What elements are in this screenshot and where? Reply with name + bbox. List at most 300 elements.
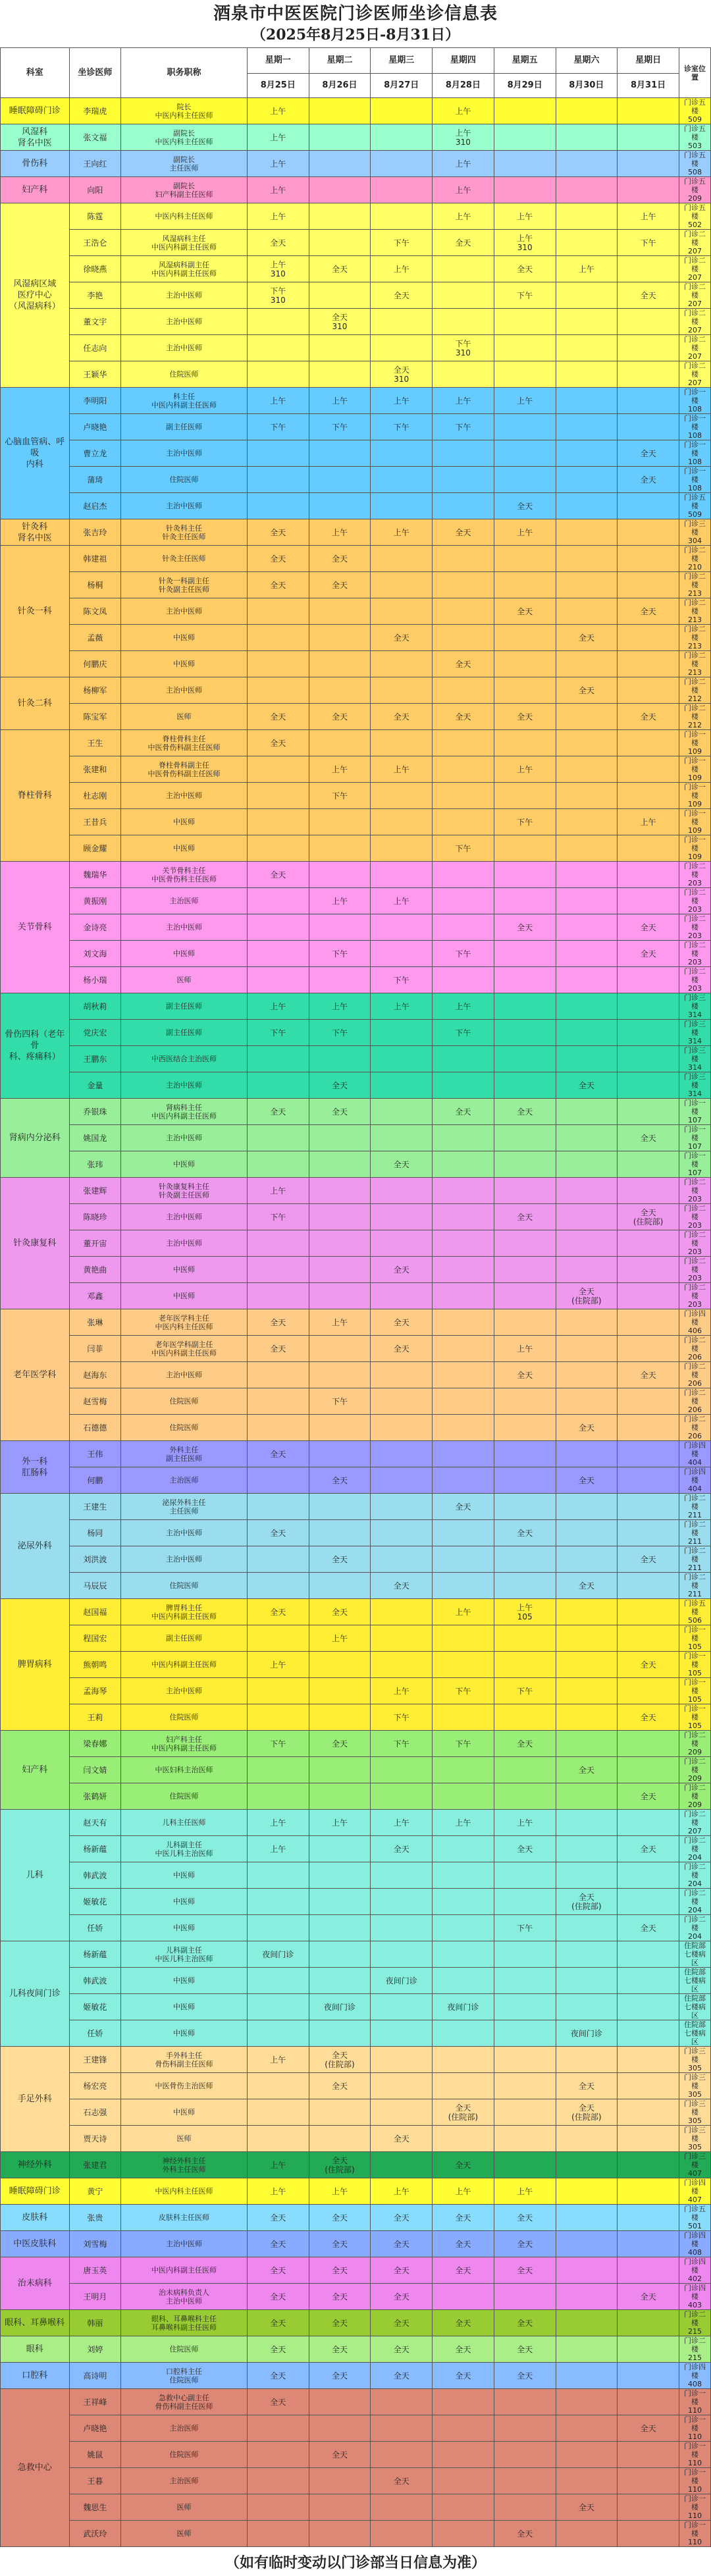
schedule-sun: [618, 177, 679, 203]
doctor-name: 孟海琴: [69, 1678, 120, 1704]
doctor-title: 中医内科主任医师: [121, 2178, 248, 2205]
schedule-sun: 全天: [618, 1652, 679, 1678]
table-row: [1, 467, 711, 493]
schedule-fri: [494, 888, 556, 914]
schedule-sun: [618, 2494, 679, 2521]
schedule-wed: [371, 2521, 433, 2547]
doctor-title: 主治中医师: [121, 493, 248, 519]
table-row: [1, 1757, 711, 1783]
schedule-sun: 全天: [618, 1125, 679, 1151]
schedule-wed: 上午: [371, 388, 433, 414]
schedule-wed: [371, 1652, 433, 1678]
schedule-tue: [309, 730, 371, 756]
schedule-sat: [556, 1652, 618, 1678]
schedule-sun: [618, 1968, 679, 1994]
doctor-title: 中医师: [121, 2020, 248, 2047]
schedule-wed: [371, 2073, 433, 2099]
column-header-day: 星期四: [433, 48, 494, 74]
schedule-wed: 夜间门诊: [371, 1968, 433, 1994]
doctor-title: 针灸科主任 针灸主任医师: [121, 519, 248, 546]
schedule-thu: [433, 1783, 494, 1810]
doctor-name: 杨小瑞: [69, 967, 120, 993]
schedule-tue: 上午: [309, 2178, 371, 2205]
schedule-sat: 全天: [556, 625, 618, 651]
schedule-wed: [371, 1125, 433, 1151]
schedule-thu: [433, 572, 494, 598]
doctor-title: 中医师: [121, 1257, 248, 1283]
doctor-title: 眼科、耳鼻喉科主任 耳鼻喉科副主任医师: [121, 2310, 248, 2336]
schedule-wed: 全天: [371, 1573, 433, 1599]
schedule-sun: 全天: [618, 2284, 679, 2310]
doctor-name: 李瑞虎: [69, 98, 120, 124]
column-header-date: 8月27日: [371, 74, 433, 98]
schedule-thu: 全天: [433, 2231, 494, 2257]
clinic-location: 门诊二楼 204: [679, 1836, 710, 1862]
schedule-fri: [494, 2073, 556, 2099]
schedule-thu: [433, 1915, 494, 1941]
schedule-sat: [556, 1862, 618, 1889]
doctor-title: 中医师: [121, 1915, 248, 1941]
schedule-wed: [371, 2442, 433, 2468]
schedule-sun: [618, 2521, 679, 2547]
clinic-location: 门诊二楼 206: [679, 1415, 710, 1441]
schedule-mon: [247, 2442, 309, 2468]
schedule-sat: 全天: [556, 1573, 618, 1599]
schedule-fri: [494, 1151, 556, 1178]
schedule-tue: 全天: [309, 2442, 371, 2468]
table-row: [1, 756, 711, 783]
schedule-sun: [618, 1257, 679, 1283]
schedule-thu: [433, 1204, 494, 1230]
table-row: [1, 677, 711, 704]
schedule-mon: 夜间门诊: [247, 1941, 309, 1968]
doctor-title: 老年医学科副主任 中医内科副主任医师: [121, 1336, 248, 1362]
clinic-location: 门诊一楼 105: [679, 1704, 710, 1731]
schedule-sat: [556, 2047, 618, 2073]
schedule-thu: [433, 756, 494, 783]
schedule-wed: [371, 651, 433, 677]
schedule-sat: [556, 967, 618, 993]
doctor-name: 党庆宏: [69, 1020, 120, 1046]
schedule-fri: [494, 1494, 556, 1520]
schedule-sat: [556, 1151, 618, 1178]
doctor-title: 主治中医师: [121, 440, 248, 467]
schedule-sat: 全天 (住院部): [556, 1283, 618, 1309]
doctor-title: 主治中医师: [121, 677, 248, 704]
clinic-location: 门诊一楼 110: [679, 2442, 710, 2468]
schedule-thu: [433, 2284, 494, 2310]
schedule-wed: [371, 1599, 433, 1625]
schedule-tue: [309, 1494, 371, 1520]
schedule-wed: [371, 835, 433, 862]
doctor-name: 杨新蕴: [69, 1836, 120, 1862]
doctor-name: 卢晓艳: [69, 414, 120, 440]
schedule-wed: 全天: [371, 2336, 433, 2363]
schedule-wed: [371, 730, 433, 756]
column-header-day: 星期二: [309, 48, 371, 74]
schedule-mon: 全天: [247, 1520, 309, 1546]
schedule-tue: 全天: [309, 1546, 371, 1573]
doctor-name: 熊朝鸣: [69, 1652, 120, 1678]
schedule-thu: [433, 1125, 494, 1151]
schedule-thu: 全天: [433, 2257, 494, 2284]
schedule-thu: 上午: [433, 1599, 494, 1625]
schedule-tue: 全天 310: [309, 309, 371, 335]
schedule-wed: [371, 1230, 433, 1257]
schedule-sun: [618, 98, 679, 124]
schedule-sun: [618, 2020, 679, 2047]
schedule-wed: [371, 2389, 433, 2415]
schedule-mon: 上午: [247, 388, 309, 414]
schedule-tue: 全天: [309, 1467, 371, 1494]
schedule-mon: 上午: [247, 1810, 309, 1836]
clinic-location: 门诊一楼 107: [679, 1151, 710, 1178]
clinic-location: 门诊二楼 207: [679, 256, 710, 282]
doctor-name: 杨新蕴: [69, 1941, 120, 1968]
schedule-fri: [494, 1652, 556, 1678]
schedule-mon: 上午: [247, 177, 309, 203]
schedule-sun: [618, 572, 679, 598]
clinic-location: 门诊二楼 207: [679, 361, 710, 388]
clinic-location: 门诊四楼 402: [679, 2257, 710, 2284]
schedule-tue: 全天: [309, 1599, 371, 1625]
doctor-title: 主治医师: [121, 2468, 248, 2494]
schedule-sat: [556, 1257, 618, 1283]
schedule-sun: 全天: [618, 1783, 679, 1810]
table-row: [1, 2231, 711, 2257]
doctor-title: 针灸一科副主任 针灸副主任医师: [121, 572, 248, 598]
doctor-title: 治未病科负责人 主治中医师: [121, 2284, 248, 2310]
schedule-wed: [371, 2099, 433, 2126]
doctor-name: 胡秋莉: [69, 993, 120, 1020]
doctor-name: 王祥峰: [69, 2389, 120, 2415]
schedule-sat: [556, 1546, 618, 1573]
doctor-name: 姚鼠: [69, 2442, 120, 2468]
doctor-title: 主治中医师: [121, 335, 248, 361]
schedule-sun: [618, 2047, 679, 2073]
schedule-fri: 上午: [494, 1336, 556, 1362]
clinic-location: 门诊三楼 407: [679, 2152, 710, 2178]
schedule-mon: 全天: [247, 2284, 309, 2310]
clinic-location: 门诊二楼 203: [679, 1204, 710, 1230]
schedule-mon: [247, 1362, 309, 1388]
schedule-wed: [371, 2415, 433, 2442]
schedule-fri: [494, 440, 556, 467]
clinic-location: 门诊四楼 408: [679, 2231, 710, 2257]
clinic-location: 门诊五楼 501: [679, 2205, 710, 2231]
schedule-thu: [433, 1362, 494, 1388]
schedule-mon: 全天: [247, 1309, 309, 1336]
schedule-sun: [618, 361, 679, 388]
schedule-wed: [371, 1072, 433, 1099]
doctor-title: 主治中医师: [121, 914, 248, 941]
schedule-fri: [494, 2047, 556, 2073]
schedule-fri: [494, 1046, 556, 1072]
schedule-wed: [371, 1889, 433, 1915]
schedule-mon: 全天: [247, 572, 309, 598]
doctor-title: 中西医结合主治医师: [121, 1046, 248, 1072]
schedule-mon: 上午: [247, 98, 309, 124]
schedule-fri: 下午: [494, 1678, 556, 1704]
schedule-thu: [433, 1178, 494, 1204]
schedule-tue: [309, 1862, 371, 1889]
schedule-sun: [618, 967, 679, 993]
schedule-mon: [247, 598, 309, 625]
doctor-title: 主治中医师: [121, 282, 248, 309]
schedule-tue: 上午: [309, 1810, 371, 1836]
schedule-mon: 下午: [247, 1020, 309, 1046]
schedule-sun: 全天: [618, 1915, 679, 1941]
doctor-name: 黄宁: [69, 2178, 120, 2205]
schedule-wed: [371, 1441, 433, 1467]
doctor-title: 医师: [121, 2521, 248, 2547]
doctor-title: 脾胃科主任 中医内科副主任医师: [121, 1599, 248, 1625]
schedule-wed: 全天: [371, 2205, 433, 2231]
schedule-sat: [556, 1336, 618, 1362]
column-header-day: 星期三: [371, 48, 433, 74]
table-row: [1, 2284, 711, 2310]
schedule-sat: [556, 1099, 618, 1125]
schedule-sun: [618, 2152, 679, 2178]
clinic-location: 门诊二楼 210: [679, 546, 710, 572]
doctor-name: 魏思生: [69, 2494, 120, 2521]
clinic-location: 门诊二楼 206: [679, 1388, 710, 1415]
doctor-name: 张建和: [69, 756, 120, 783]
clinic-location: 门诊五楼 506: [679, 1599, 710, 1625]
schedule-tue: [309, 809, 371, 835]
doctor-title: 手外科主任 骨伤科副主任医师: [121, 2047, 248, 2073]
schedule-tue: [309, 440, 371, 467]
schedule-fri: [494, 651, 556, 677]
doctor-name: 张建辉: [69, 1178, 120, 1204]
schedule-fri: [494, 1941, 556, 1968]
schedule-thu: [433, 2442, 494, 2468]
doctor-name: 何鹏庆: [69, 651, 120, 677]
schedule-tue: 全天: [309, 2363, 371, 2389]
clinic-location: 门诊二楼 207: [679, 282, 710, 309]
column-header-doctor: 坐诊医师: [69, 48, 120, 98]
table-row: [1, 2152, 711, 2178]
schedule-mon: [247, 1678, 309, 1704]
clinic-location: 门诊三楼 314: [679, 993, 710, 1020]
schedule-wed: [371, 1494, 433, 1520]
doctor-name: 闫菲: [69, 1336, 120, 1362]
schedule-thu: 上午: [433, 388, 494, 414]
clinic-location: 住院部七楼病 区: [679, 2020, 710, 2047]
schedule-thu: [433, 1230, 494, 1257]
schedule-sat: [556, 230, 618, 256]
schedule-tue: 下午: [309, 1020, 371, 1046]
schedule-mon: 上午: [247, 2047, 309, 2073]
schedule-tue: 上午: [309, 1625, 371, 1652]
table-row: [1, 2047, 711, 2073]
schedule-fri: 上午: [494, 1810, 556, 1836]
schedule-tue: [309, 98, 371, 124]
table-row: [1, 1415, 711, 1441]
column-header-date: 8月28日: [433, 74, 494, 98]
schedule-fri: [494, 414, 556, 440]
table-row: [1, 914, 711, 941]
schedule-sat: 全天: [556, 1467, 618, 1494]
schedule-sun: [618, 256, 679, 282]
schedule-tue: [309, 1678, 371, 1704]
schedule-mon: [247, 2521, 309, 2547]
schedule-sun: [618, 2099, 679, 2126]
clinic-location: 门诊三楼 314: [679, 1046, 710, 1072]
schedule-tue: 上午: [309, 1309, 371, 1336]
doctor-name: 任志向: [69, 335, 120, 361]
schedule-tue: [309, 1968, 371, 1994]
doctor-title: 脊柱骨科副主任 中医骨伤科副主任医师: [121, 756, 248, 783]
schedule-body: [1, 98, 711, 2547]
schedule-sun: [618, 993, 679, 1020]
schedule-fri: 下午: [494, 1915, 556, 1941]
schedule-thu: 下午: [433, 941, 494, 967]
schedule-mon: [247, 1625, 309, 1652]
schedule-mon: 全天: [247, 2389, 309, 2415]
schedule-sat: [556, 1994, 618, 2020]
schedule-sat: [556, 151, 618, 177]
schedule-tue: 全天: [309, 2310, 371, 2336]
schedule-wed: 上午: [371, 993, 433, 1020]
doctor-name: 王浩仑: [69, 230, 120, 256]
clinic-location: 门诊一楼 109: [679, 730, 710, 756]
schedule-sun: [618, 388, 679, 414]
doctor-name: 王明月: [69, 2284, 120, 2310]
schedule-thu: [433, 1072, 494, 1099]
schedule-wed: [371, 862, 433, 888]
schedule-tue: 上午: [309, 519, 371, 546]
doctor-name: 金量: [69, 1072, 120, 1099]
doctor-title: 泌尿外科主任 主任医师: [121, 1494, 248, 1520]
schedule-thu: [433, 256, 494, 282]
schedule-sat: [556, 546, 618, 572]
clinic-location: 门诊五楼 509: [679, 493, 710, 519]
table-row: [1, 335, 711, 361]
schedule-fri: [494, 1257, 556, 1283]
doctor-title: 中医师: [121, 1862, 248, 1889]
schedule-wed: 下午: [371, 414, 433, 440]
schedule-thu: [433, 1388, 494, 1415]
clinic-location: 住院部七楼病 区: [679, 1968, 710, 1994]
doctor-name: 梁春娜: [69, 1731, 120, 1757]
doctor-title: 中医师: [121, 1968, 248, 1994]
schedule-thu: [433, 1968, 494, 1994]
schedule-tue: 全天: [309, 2205, 371, 2231]
schedule-wed: [371, 2047, 433, 2073]
schedule-thu: [433, 783, 494, 809]
table-row: [1, 1625, 711, 1652]
table-row: [1, 1336, 711, 1362]
clinic-location: 门诊二楼 207: [679, 230, 710, 256]
schedule-mon: 全天: [247, 2257, 309, 2284]
schedule-fri: 全天: [494, 1204, 556, 1230]
schedule-tue: [309, 1283, 371, 1309]
doctor-name: 杨同: [69, 1520, 120, 1546]
doctor-name: 张贵: [69, 2205, 120, 2231]
schedule-mon: 下午 310: [247, 282, 309, 309]
schedule-sat: 全天: [556, 1757, 618, 1783]
schedule-sat: [556, 651, 618, 677]
schedule-thu: [433, 1625, 494, 1652]
schedule-thu: [433, 309, 494, 335]
schedule-mon: [247, 809, 309, 835]
schedule-fri: [494, 967, 556, 993]
schedule-fri: [494, 546, 556, 572]
schedule-mon: 上午: [247, 151, 309, 177]
schedule-thu: [433, 1283, 494, 1309]
schedule-wed: [371, 1757, 433, 1783]
schedule-fri: 全天: [494, 2310, 556, 2336]
schedule-sun: [618, 862, 679, 888]
doctor-name: 武沃玲: [69, 2521, 120, 2547]
schedule-thu: [433, 1415, 494, 1441]
schedule-thu: [433, 888, 494, 914]
doctor-name: 陈晓珍: [69, 1204, 120, 1230]
schedule-fri: 全天: [494, 256, 556, 282]
schedule-tue: [309, 2099, 371, 2126]
schedule-fri: 全天: [494, 2521, 556, 2547]
schedule-wed: 全天: [371, 1257, 433, 1283]
doctor-name: 李明阳: [69, 388, 120, 414]
schedule-tue: [309, 1230, 371, 1257]
department-cell: 睡眠障碍门诊: [1, 2178, 70, 2205]
schedule-sat: [556, 1046, 618, 1072]
schedule-thu: [433, 2020, 494, 2047]
doctor-name: 黄艳曲: [69, 1257, 120, 1283]
schedule-tue: [309, 2020, 371, 2047]
schedule-fri: 下午: [494, 282, 556, 309]
schedule-thu: 全天: [433, 1494, 494, 1520]
schedule-fri: 下午: [494, 809, 556, 835]
schedule-tue: 上午: [309, 993, 371, 1020]
table-row: [1, 1678, 711, 1704]
schedule-sat: [556, 572, 618, 598]
doctor-name: 唐玉英: [69, 2257, 120, 2284]
schedule-wed: 上午: [371, 888, 433, 914]
clinic-location: 门诊三楼 305: [679, 2073, 710, 2099]
table-row: [1, 2178, 711, 2205]
schedule-tue: [309, 1257, 371, 1283]
doctor-title: 中医师: [121, 835, 248, 862]
schedule-sat: [556, 809, 618, 835]
schedule-sun: 下午: [618, 230, 679, 256]
schedule-mon: 全天: [247, 704, 309, 730]
schedule-mon: [247, 1889, 309, 1915]
doctor-title: 副院长 妇产科副主任医师: [121, 177, 248, 203]
clinic-location: 门诊二楼 213: [679, 651, 710, 677]
clinic-location: 门诊二楼 209: [679, 1783, 710, 1810]
schedule-sat: [556, 1783, 618, 1810]
table-row: [1, 1388, 711, 1415]
column-header-date: 8月31日: [618, 74, 679, 98]
schedule-sun: [618, 2178, 679, 2205]
schedule-tue: [309, 467, 371, 493]
schedule-thu: 下午: [433, 835, 494, 862]
table-row: [1, 1257, 711, 1283]
schedule-tue: [309, 1889, 371, 1915]
schedule-thu: 全天: [433, 230, 494, 256]
schedule-wed: [371, 203, 433, 230]
schedule-thu: [433, 1520, 494, 1546]
schedule-sun: 全天: [618, 1704, 679, 1731]
doctor-name: 赵启杰: [69, 493, 120, 519]
schedule-sat: [556, 1915, 618, 1941]
table-row: [1, 862, 711, 888]
doctor-name: 孟薇: [69, 625, 120, 651]
table-row: [1, 1204, 711, 1230]
table-row: [1, 809, 711, 835]
